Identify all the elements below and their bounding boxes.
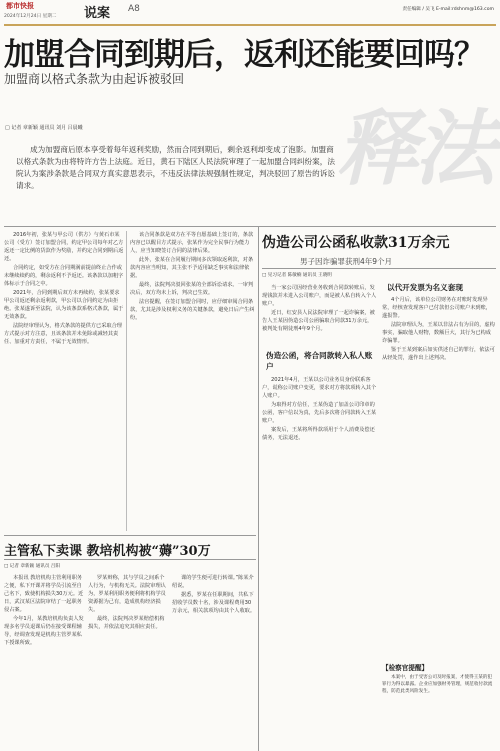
feature-column-1 bbox=[4, 231, 124, 531]
decor-characters: 释法 bbox=[336, 101, 492, 197]
story3-column-2 bbox=[88, 574, 168, 748]
story3-column-1 bbox=[4, 574, 84, 748]
story3-column-3 bbox=[172, 574, 256, 748]
paragraph: 最终，法院判决驳回张某的全部诉讼请求。一审判决后，双方均未上诉，判决已生效。 bbox=[130, 282, 254, 296]
paragraph: 今年1月，某教培机构负责人发现多名学员退课后仍在接受课程辅导，经调查发现是机构主管罗某私下授课所致。 bbox=[4, 616, 84, 646]
paragraph: 本报讯 教培机构主管利用职务之便，私下开课并将学员引流至自己名下，致使机构损失30万元。近日，武汉某区法院审结了一起职务侵占案。 bbox=[4, 575, 84, 613]
lead-paragraph: 成为加盟商后原本享受着每年返利奖励，然而合同到期后，剩余返利却变成了泡影。加盟商以格式条款为由将特许方告上法庭。近日，黄石下陆区人民法院审理了一起加盟合同纠纷案，法院认为案涉条款是合同双方真实意思表示，不违反法律法规强制性规定，判决驳回了原告的诉讼请求。 bbox=[16, 145, 335, 190]
story2-headline: 伪造公司公函私收款31万余元 bbox=[262, 235, 450, 251]
story2-column-1 bbox=[262, 284, 377, 344]
paragraph: 近日，红安县人民法院审理了一起诈骗案，被告人王某因伪造公司公函骗取合同款31万余元，被判处有期徒刑4年9个月。 bbox=[262, 310, 375, 332]
feature-column-2 bbox=[130, 231, 256, 531]
story3-byline: □ 记者 章新颖 通讯员 吕阳 bbox=[4, 564, 61, 569]
paragraph: 当一家公司因经营业务收到合同款转账后，发现钱款并未进入公司账户，而是被人私自转入个人账户。 bbox=[262, 285, 377, 307]
column-divider bbox=[126, 231, 127, 531]
paragraph: 罗某辩称，其与学员之间系个人行为，与机构无关。法院审理认为，罗某利用职务便利将机构学员资源据为己有，造成机构经济损失。 bbox=[88, 575, 166, 613]
story3-headline: 主管私下卖课 教培机构被“薅”30万 bbox=[4, 544, 211, 559]
story2-section-title-1: 伪造公函，将合同款转入私人账户 bbox=[266, 351, 373, 371]
feature-byline: □ 记者 章新颖 通讯员 刘月 吕晨曦 bbox=[5, 125, 83, 131]
story2-column-2 bbox=[262, 376, 377, 746]
prosecutor-note-text: 本案中，由于受害公司及时报案，才使得王某的犯罪行为得以暴露。企业应加强财务管理，规范收付款流程，防范此类风险发生。 bbox=[382, 675, 493, 695]
story2-byline: □ 见习记者 陈敏楠 通讯员 王晓明 bbox=[262, 273, 332, 278]
paragraph: 法院经审理认为，格式条款的提供方已采取合理方式提示对方注意，且该条款并未免除或减轻其责任、加重对方责任，不属于无效情形。 bbox=[4, 323, 122, 345]
paragraph: 2021年，合同到期后双方未再续约，张某要求甲公司返还剩余返利款，甲公司以合同约定为由拒绝。张某遂诉至法院，认为该条款系格式条款，属于无效条款。 bbox=[4, 290, 124, 320]
prosecutor-note-title: 【检察官提醒】 bbox=[382, 664, 429, 672]
paragraph: 合同约定，如受方在合同期满前提前终止合作或未继续续约的，剩余返利不予返还。该条款以加粗字体标示于合同之中。 bbox=[4, 265, 124, 287]
paragraph: 为取得对方信任，王某伪造了加盖公司印章的公函，客户信以为真，先后多次将合同款转入王某账户。 bbox=[262, 402, 377, 424]
paragraph: 鉴于王某到案后如实供述自己的罪行，依法可从轻处罚，遂作出上述判决。 bbox=[382, 347, 495, 361]
paragraph: 最终，法院判决罗某赔偿机构损失，并依法追究其相应责任。 bbox=[88, 616, 165, 630]
section-name: 说案 bbox=[84, 6, 111, 21]
paragraph: 法官提醒，在签订加盟合同时，应仔细审阅合同条款，尤其是涉及权利义务的关键条款，避免日后产生纠纷。 bbox=[130, 299, 255, 321]
vertical-divider bbox=[258, 226, 259, 751]
date-line: 2024年12月24日 星期二 bbox=[4, 14, 57, 19]
paper-name: 都市快报 bbox=[6, 1, 34, 10]
story2-section-title-2: 以代开发票为名义套现 bbox=[387, 283, 463, 292]
paragraph: 案发后，王某将所得款项用于个人消费及偿还债务，无法退还。 bbox=[262, 427, 375, 441]
page-code: A8 bbox=[128, 4, 140, 14]
lead-divider bbox=[4, 226, 496, 227]
header-rule bbox=[4, 24, 496, 26]
story2-column-3 bbox=[382, 296, 496, 656]
paragraph: 该合同条款是双方在平等自愿基础上签订的，条款内容已以醒目方式提示，张某作为完全民事行为能力人，应当知晓签订合同的法律后果。 bbox=[130, 232, 254, 254]
story3-rule bbox=[4, 559, 256, 560]
paragraph: 课的学生便可进行转课。”陈某介绍说。 bbox=[172, 575, 254, 589]
paragraph: 2016年初，张某与甲公司（供方）与黄石市某公司（受方）签订加盟合同，约定甲公司每年对乙方返还一定比例的货款作为奖励，并约定合同到期后返还。 bbox=[4, 232, 124, 262]
story3-top-rule bbox=[4, 535, 256, 536]
masthead bbox=[0, 0, 500, 24]
paragraph: 2021年4月，王某以公司业务员身份联系客户，谎称公司账户变更，要求对方将款项转入其个人账户。 bbox=[262, 377, 377, 399]
story2-rule bbox=[262, 268, 496, 269]
paragraph: 据悉，罗某在任职期间，共私下招收学员数十名，涉及课程费用30万余元，相关款项均由其个人收取。 bbox=[172, 592, 256, 614]
page-title: 加盟合同到期后，返利还能要回吗？ bbox=[4, 37, 484, 73]
story2-subhead: 男子因诈骗罪获刑4年9个月 bbox=[300, 257, 393, 266]
paragraph: 此外，张某在合同履行期间多次领取返利款，对条款内容应当明知，其主张不予适用缺乏事实和法律依据。 bbox=[130, 257, 254, 279]
page-subtitle: 加盟商以格式条款为由起诉被驳回 bbox=[4, 72, 185, 86]
paragraph: 法院审理认为，王某以非法占有为目的，虚构事实，骗取他人财物，数额巨大，其行为已构成诈骗罪。 bbox=[382, 322, 495, 344]
editor-line: 责任编辑 / 吴飞 E-mail:rdshnm@163.com bbox=[402, 7, 494, 12]
paragraph: 4个月后，该单位公司财务在对账时发现异常，经核查发现客户已付款但公司账户未到账，遂报警。 bbox=[382, 297, 491, 319]
